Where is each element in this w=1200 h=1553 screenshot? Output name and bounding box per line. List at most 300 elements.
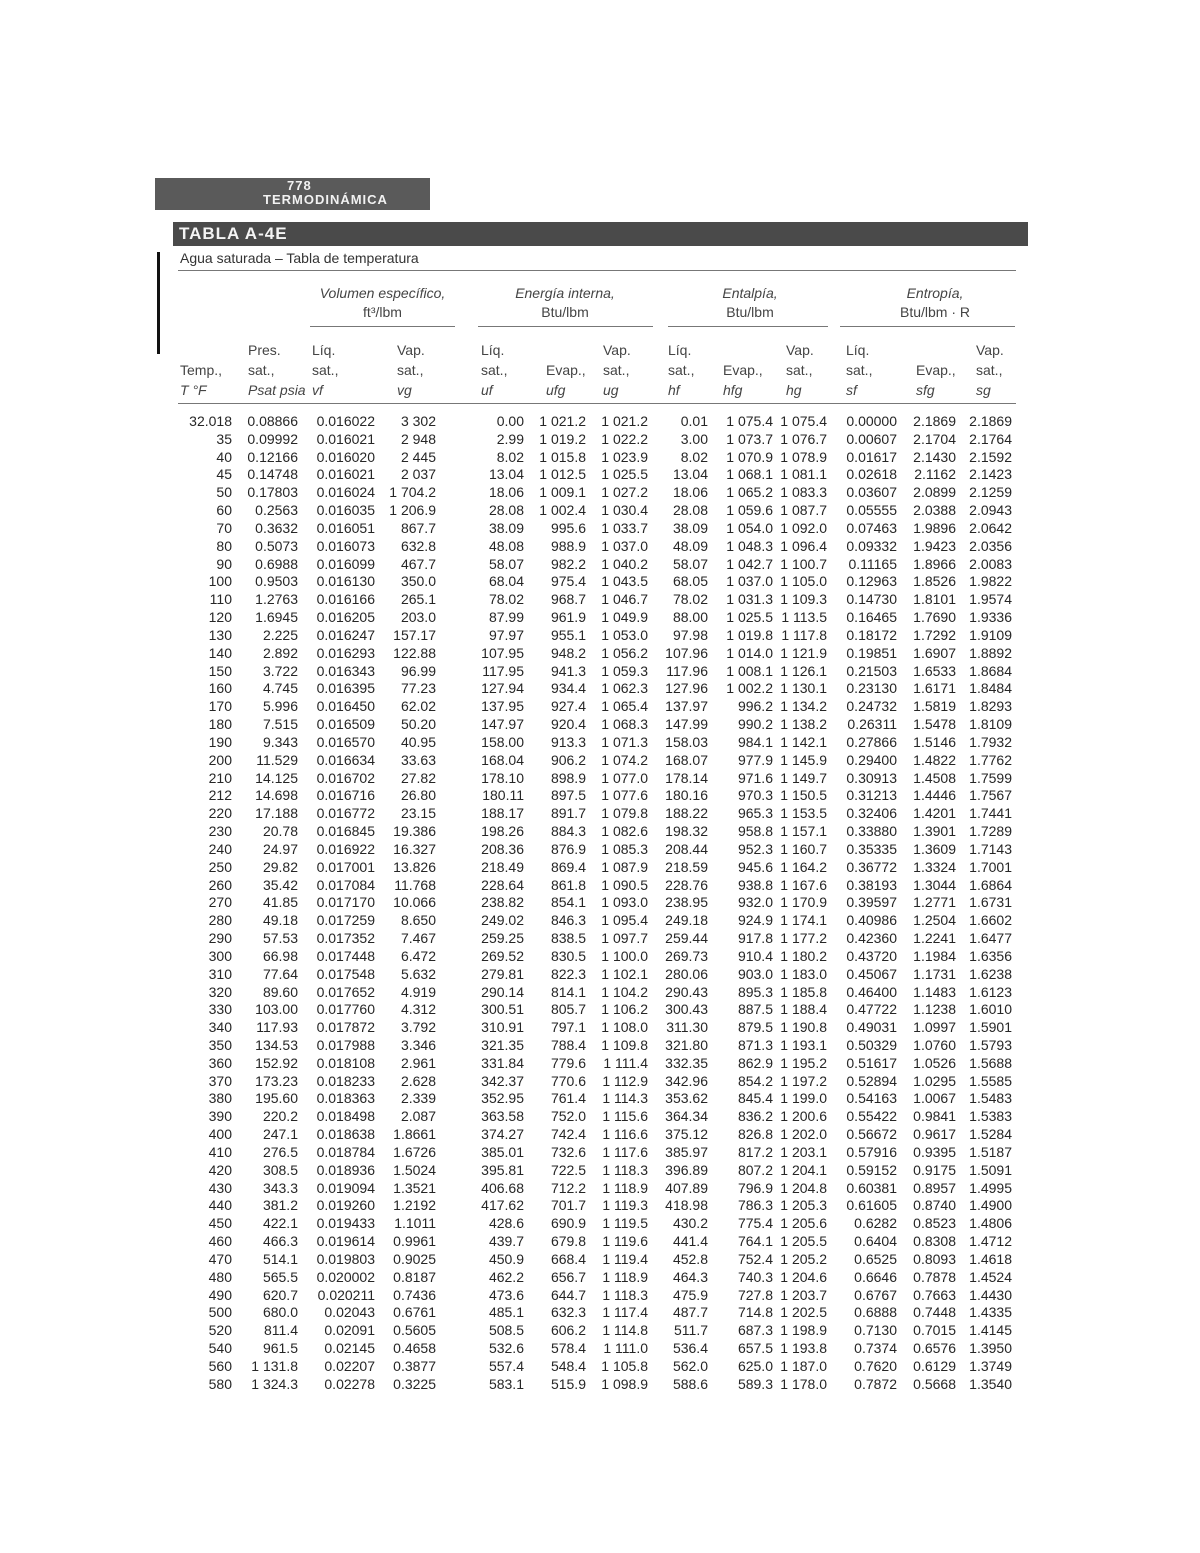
cell-temp: 430 <box>208 1179 232 1196</box>
cell-ug: 1 049.9 <box>601 609 648 626</box>
cell-press: 1.6945 <box>255 609 298 626</box>
cell-temp: 270 <box>208 894 232 911</box>
cell-ug: 1 106.2 <box>601 1001 648 1018</box>
cell-sf: 0.00607 <box>846 430 897 447</box>
cell-vf: 0.016099 <box>316 555 375 572</box>
cell-press: 20.78 <box>262 823 298 840</box>
table-row <box>170 1322 1020 1340</box>
cell-ug: 1 118.3 <box>602 1286 648 1303</box>
cell-temp: 420 <box>208 1161 232 1178</box>
cell-ug: 1 090.5 <box>601 876 648 893</box>
cell-uf: 0.00 <box>496 413 524 429</box>
cell-temp: 260 <box>208 876 232 893</box>
cell-hg: 1 204.6 <box>780 1268 827 1285</box>
cell-sfg: 1.3901 <box>913 823 956 840</box>
rule-volume <box>310 326 455 327</box>
cell-ufg: 913.3 <box>550 733 586 750</box>
table-row <box>170 1108 1020 1126</box>
cell-sg: 1.5585 <box>969 1072 1012 1089</box>
cell-sfg: 1.3324 <box>913 858 956 875</box>
cell-sg: 1.6477 <box>969 930 1012 947</box>
table-row <box>170 609 1020 627</box>
cell-vf: 0.016020 <box>316 448 375 465</box>
cell-hg: 1 203.1 <box>780 1143 827 1160</box>
cell-press: 4.745 <box>262 680 298 697</box>
cell-ug: 1 119.6 <box>602 1233 648 1250</box>
cell-ug: 1 023.9 <box>601 448 648 465</box>
cell-hf: 147.99 <box>665 716 708 733</box>
cell-sfg: 0.9395 <box>913 1143 956 1160</box>
cell-sg: 1.7441 <box>969 805 1012 822</box>
cell-press: 961.5 <box>262 1340 298 1357</box>
cell-sf: 0.6404 <box>854 1233 897 1250</box>
cell-sg: 1.6731 <box>969 894 1012 911</box>
cell-press: 0.6988 <box>255 555 298 572</box>
cell-ufg: 861.8 <box>550 876 586 893</box>
cell-hg: 1 185.8 <box>780 983 827 1000</box>
cell-press: 0.17803 <box>247 484 298 501</box>
cell-hg: 1 190.8 <box>780 1019 827 1036</box>
cell-vg: 0.3225 <box>393 1375 436 1392</box>
cell-sg: 1.7001 <box>969 858 1012 875</box>
cell-vg: 1.1011 <box>394 1215 436 1232</box>
cell-sfg: 1.8966 <box>913 555 956 572</box>
cell-vf: 0.017084 <box>316 876 375 893</box>
cell-sg: 1.7143 <box>969 840 1012 857</box>
cell-vg: 5.632 <box>400 965 436 982</box>
cell-sf: 0.42360 <box>846 930 897 947</box>
cell-hf: 332.35 <box>665 1054 708 1071</box>
cell-vg: 2 445 <box>400 448 436 465</box>
cell-hg: 1 087.7 <box>780 502 827 519</box>
cell-hfg: 1 054.0 <box>726 519 773 536</box>
cell-sf: 0.6767 <box>854 1286 897 1303</box>
cell-sf: 0.61605 <box>846 1197 897 1214</box>
cell-hg: 1 205.5 <box>780 1233 827 1250</box>
cell-ug: 1 104.2 <box>601 983 648 1000</box>
cell-vg: 2 037 <box>400 466 436 483</box>
cell-press: 195.60 <box>255 1090 298 1107</box>
cell-ufg: 1 015.8 <box>539 448 586 465</box>
cell-ug: 1 119.5 <box>602 1215 648 1232</box>
cell-sg: 1.3749 <box>969 1357 1012 1374</box>
col-header-press: Pres. sat., Psat psia <box>248 342 306 398</box>
cell-uf: 290.14 <box>481 983 524 1000</box>
cell-hf: 18.06 <box>672 484 708 501</box>
cell-sf: 0.29400 <box>846 751 897 768</box>
cell-sfg: 1.1238 <box>913 1001 956 1018</box>
cell-hfg: 996.2 <box>737 698 773 715</box>
cell-sg: 1.7599 <box>969 769 1012 786</box>
cell-hg: 1 174.1 <box>780 912 827 929</box>
cell-hf: 321.80 <box>665 1036 708 1053</box>
table-row <box>170 645 1020 663</box>
cell-hfg: 836.2 <box>737 1108 773 1125</box>
cell-temp: 500 <box>208 1304 232 1321</box>
cell-hf: 280.06 <box>665 965 708 982</box>
cell-sg: 1.7932 <box>969 733 1012 750</box>
cell-hf: 259.44 <box>665 930 708 947</box>
cell-sg: 2.0642 <box>969 519 1012 536</box>
cell-vf: 0.017170 <box>316 894 375 911</box>
cell-hfg: 657.5 <box>737 1340 773 1357</box>
cell-vg: 23.15 <box>400 805 436 822</box>
cell-hg: 1 205.3 <box>780 1197 827 1214</box>
cell-hfg: 879.5 <box>737 1019 773 1036</box>
cell-ug: 1 115.6 <box>602 1108 648 1125</box>
cell-vg: 3.792 <box>400 1019 436 1036</box>
cell-hfg: 740.3 <box>737 1268 773 1285</box>
cell-hf: 407.89 <box>665 1179 708 1196</box>
cell-uf: 218.49 <box>481 858 524 875</box>
cell-press: 152.92 <box>255 1054 298 1071</box>
cell-temp: 140 <box>208 644 232 661</box>
cell-ug: 1 119.3 <box>602 1197 648 1214</box>
cell-temp: 450 <box>208 1215 232 1232</box>
cell-vg: 6.472 <box>400 947 436 964</box>
cell-vf: 0.016395 <box>316 680 375 697</box>
col-header-vg: Vap. sat., vg <box>397 342 425 398</box>
cell-hg: 1 200.6 <box>780 1108 827 1125</box>
table-row <box>170 431 1020 449</box>
cell-sg: 2.0356 <box>969 537 1012 554</box>
cell-ug: 1 037.0 <box>601 537 648 554</box>
cell-ug: 1 111.4 <box>603 1054 648 1071</box>
cell-press: 35.42 <box>262 876 298 893</box>
cell-uf: 238.82 <box>481 894 524 911</box>
rule-entropy <box>840 326 1015 327</box>
group-energy: Energía interna, Btu/lbm <box>515 285 615 320</box>
cell-press: 0.5073 <box>255 537 298 554</box>
cell-sfg: 0.8093 <box>913 1250 956 1267</box>
cell-sf: 0.35335 <box>846 840 897 857</box>
cell-hf: 311.30 <box>666 1019 708 1036</box>
cell-uf: 78.02 <box>488 591 524 608</box>
cell-vf: 0.018784 <box>316 1143 375 1160</box>
cell-sfg: 0.7878 <box>913 1268 956 1285</box>
cell-sg: 2.1764 <box>969 430 1012 447</box>
cell-hg: 1 117.8 <box>781 626 827 643</box>
cell-vf: 0.019433 <box>316 1215 375 1232</box>
cell-uf: 117.95 <box>482 662 524 679</box>
cell-temp: 40 <box>216 448 232 465</box>
cell-vf: 0.017352 <box>316 930 375 947</box>
cell-ug: 1 053.0 <box>601 626 648 643</box>
col-header-uf: Líq. sat., uf <box>481 342 508 398</box>
cell-hg: 1 160.7 <box>780 840 827 857</box>
cell-press: 0.2563 <box>255 502 298 519</box>
cell-hg: 1 202.5 <box>780 1304 827 1321</box>
cell-press: 24.97 <box>262 840 298 857</box>
table-row <box>170 716 1020 734</box>
cell-sg: 1.8892 <box>969 644 1012 661</box>
cell-uf: 269.52 <box>481 947 524 964</box>
cell-hg: 1 202.0 <box>780 1126 827 1143</box>
cell-temp: 120 <box>208 609 232 626</box>
cell-ug: 1 116.6 <box>602 1126 648 1143</box>
cell-hg: 1 203.7 <box>780 1286 827 1303</box>
cell-sg: 1.4430 <box>969 1286 1012 1303</box>
cell-sfg: 1.2504 <box>913 912 956 929</box>
cell-hg: 1 130.1 <box>780 680 827 697</box>
cell-sfg: 1.8101 <box>913 591 956 608</box>
cell-hg: 1 198.9 <box>780 1322 827 1339</box>
cell-ufg: 897.5 <box>550 787 586 804</box>
group-volume: Volumen específico, ft³/lbm <box>319 285 446 320</box>
cell-sf: 0.46400 <box>846 983 897 1000</box>
cell-press: 173.23 <box>255 1072 298 1089</box>
cell-sfg: 1.5146 <box>913 733 956 750</box>
cell-hf: 208.44 <box>665 840 708 857</box>
cell-sf: 0.07463 <box>846 519 897 536</box>
table-row <box>170 823 1020 841</box>
cell-sfg: 1.3609 <box>913 840 956 857</box>
cell-hf: 562.0 <box>672 1357 708 1374</box>
cell-sg: 1.4145 <box>969 1322 1012 1339</box>
cell-vg: 0.5605 <box>393 1322 436 1339</box>
table-row <box>170 413 1020 431</box>
col-header-sg: Vap. sat., sg <box>976 342 1004 398</box>
top-rule <box>178 270 1016 271</box>
cell-sfg: 1.6171 <box>913 680 956 697</box>
header-rule <box>178 403 1016 404</box>
cell-sfg: 1.6533 <box>913 662 956 679</box>
cell-sf: 0.31213 <box>846 787 897 804</box>
cell-press: 308.5 <box>262 1161 298 1178</box>
cell-hfg: 971.6 <box>737 769 773 786</box>
cell-sg: 1.5901 <box>969 1019 1012 1036</box>
cell-press: 7.515 <box>262 716 298 733</box>
cell-hfg: 910.4 <box>737 947 773 964</box>
cell-press: 14.698 <box>255 787 298 804</box>
cell-ug: 1 056.2 <box>601 644 648 661</box>
cell-ufg: 968.7 <box>550 591 586 608</box>
table-row <box>170 1287 1020 1305</box>
cell-ug: 1 062.3 <box>601 680 648 697</box>
cell-sf: 0.32406 <box>846 805 897 822</box>
cell-sf: 0.40986 <box>846 912 897 929</box>
cell-hfg: 990.2 <box>737 716 773 733</box>
table-row <box>170 1340 1020 1358</box>
cell-hf: 3.00 <box>680 430 708 447</box>
cell-sf: 0.59152 <box>846 1161 897 1178</box>
cell-sf: 0.00000 <box>846 413 897 429</box>
col-header-hf: Líq. sat., hf <box>668 342 695 398</box>
cell-hfg: 625.0 <box>737 1357 773 1374</box>
cell-ug: 1 040.2 <box>601 555 648 572</box>
table-row <box>170 930 1020 948</box>
margin-mark <box>157 252 160 354</box>
cell-temp: 400 <box>208 1126 232 1143</box>
table-row <box>170 698 1020 716</box>
cell-hf: 385.97 <box>665 1143 708 1160</box>
cell-sg: 1.6602 <box>969 912 1012 929</box>
cell-vg: 350.0 <box>400 573 436 590</box>
cell-sfg: 0.7448 <box>913 1304 956 1321</box>
cell-hg: 1 187.0 <box>780 1357 827 1374</box>
cell-hfg: 752.4 <box>737 1250 773 1267</box>
cell-sf: 0.05555 <box>846 502 897 519</box>
cell-ufg: 752.0 <box>550 1108 586 1125</box>
cell-sfg: 1.2241 <box>913 930 956 947</box>
cell-sfg: 1.4446 <box>913 787 956 804</box>
cell-sfg: 0.7015 <box>913 1322 956 1339</box>
cell-sfg: 1.8526 <box>913 573 956 590</box>
cell-uf: 168.04 <box>481 751 524 768</box>
cell-hf: 375.12 <box>665 1126 708 1143</box>
cell-ug: 1 046.7 <box>601 591 648 608</box>
table-row <box>170 663 1020 681</box>
cell-sg: 1.7567 <box>969 787 1012 804</box>
cell-temp: 60 <box>216 502 232 519</box>
cell-sfg: 1.4822 <box>913 751 956 768</box>
cell-sf: 0.7374 <box>854 1340 897 1357</box>
cell-vf: 0.016021 <box>316 466 375 483</box>
cell-sg: 1.6356 <box>969 947 1012 964</box>
book-title: TERMODINÁMICA <box>263 192 388 207</box>
cell-vg: 11.768 <box>394 876 436 893</box>
cell-hf: 290.43 <box>665 983 708 1000</box>
table-label: TABLA A-4E <box>179 224 288 243</box>
cell-sg: 2.1259 <box>969 484 1012 501</box>
cell-ufg: 1 002.4 <box>539 502 586 519</box>
cell-temp: 320 <box>208 983 232 1000</box>
cell-uf: 583.1 <box>488 1375 524 1392</box>
cell-press: 41.85 <box>262 894 298 911</box>
cell-hf: 269.73 <box>665 947 708 964</box>
table-row <box>170 591 1020 609</box>
cell-vf: 0.02278 <box>324 1375 375 1392</box>
cell-ufg: 632.3 <box>550 1304 586 1321</box>
cell-sf: 0.7872 <box>854 1375 897 1392</box>
cell-hfg: 895.3 <box>737 983 773 1000</box>
cell-hf: 464.3 <box>672 1268 708 1285</box>
cell-sfg: 1.9896 <box>913 519 956 536</box>
cell-ug: 1 022.2 <box>601 430 648 447</box>
cell-sg: 1.5688 <box>969 1054 1012 1071</box>
cell-ug: 1 077.0 <box>601 769 648 786</box>
page-number: 778 <box>287 178 312 193</box>
cell-hf: 0.01 <box>680 413 708 429</box>
cell-press: 466.3 <box>262 1233 298 1250</box>
cell-hg: 1 197.2 <box>780 1072 827 1089</box>
cell-hf: 353.62 <box>665 1090 708 1107</box>
cell-ug: 1 097.7 <box>601 930 648 947</box>
cell-hg: 1 183.0 <box>780 965 827 982</box>
table-row <box>170 1162 1020 1180</box>
cell-hfg: 775.4 <box>737 1215 773 1232</box>
table-row <box>170 948 1020 966</box>
cell-temp: 80 <box>216 537 232 554</box>
cell-temp: 240 <box>208 840 232 857</box>
cell-press: 422.1 <box>262 1215 298 1232</box>
cell-uf: 188.17 <box>481 805 524 822</box>
cell-hg: 1 157.1 <box>780 823 827 840</box>
group-entropy: Entropía, Btu/lbm · R <box>899 285 970 320</box>
cell-vg: 3.346 <box>400 1036 436 1053</box>
cell-ufg: 668.4 <box>550 1250 586 1267</box>
cell-sfg: 2.1162 <box>914 466 956 483</box>
cell-uf: 68.04 <box>488 573 524 590</box>
cell-sf: 0.54163 <box>846 1090 897 1107</box>
cell-vf: 0.016702 <box>316 769 375 786</box>
cell-hg: 1 204.1 <box>780 1161 827 1178</box>
cell-temp: 110 <box>209 591 232 608</box>
cell-press: 811.4 <box>264 1322 298 1339</box>
cell-ufg: 920.4 <box>550 716 586 733</box>
cell-ufg: 988.9 <box>550 537 586 554</box>
cell-hfg: 1 042.7 <box>726 555 773 572</box>
cell-hfg: 952.3 <box>737 840 773 857</box>
cell-hfg: 714.8 <box>737 1304 773 1321</box>
cell-uf: 342.37 <box>481 1072 524 1089</box>
cell-vf: 0.016073 <box>316 537 375 554</box>
cell-hg: 1 195.2 <box>780 1054 827 1071</box>
cell-sfg: 1.9423 <box>913 537 956 554</box>
cell-ufg: 822.3 <box>550 965 586 982</box>
cell-sf: 0.11165 <box>848 555 897 572</box>
cell-uf: 417.62 <box>481 1197 524 1214</box>
cell-press: 117.93 <box>256 1019 298 1036</box>
table-row <box>170 466 1020 484</box>
cell-sg: 1.6010 <box>969 1001 1012 1018</box>
cell-hfg: 917.8 <box>737 930 773 947</box>
cell-sf: 0.03607 <box>846 484 897 501</box>
cell-vf: 0.017652 <box>316 983 375 1000</box>
cell-hfg: 796.9 <box>737 1179 773 1196</box>
cell-ufg: 656.7 <box>550 1268 586 1285</box>
cell-press: 17.188 <box>255 805 298 822</box>
cell-uf: 557.4 <box>488 1357 524 1374</box>
cell-ufg: 761.4 <box>550 1090 586 1107</box>
table-row <box>170 1215 1020 1233</box>
cell-hg: 1 205.6 <box>780 1215 827 1232</box>
cell-hg: 1 199.0 <box>780 1090 827 1107</box>
cell-temp: 32.018 <box>189 413 232 429</box>
cell-press: 247.1 <box>262 1126 298 1143</box>
table-row <box>170 1019 1020 1037</box>
cell-press: 14.125 <box>255 769 298 786</box>
cell-ufg: 906.2 <box>550 751 586 768</box>
cell-hfg: 1 059.6 <box>726 502 773 519</box>
table-row <box>170 984 1020 1002</box>
cell-vf: 0.016922 <box>316 840 375 857</box>
cell-hf: 441.4 <box>672 1233 708 1250</box>
cell-vg: 4.312 <box>400 1001 436 1018</box>
cell-hg: 1 138.2 <box>780 716 827 733</box>
cell-hg: 1 121.9 <box>780 644 827 661</box>
cell-vg: 0.3877 <box>393 1357 436 1374</box>
cell-sg: 1.3950 <box>969 1340 1012 1357</box>
cell-sf: 0.56672 <box>846 1126 897 1143</box>
cell-sg: 1.9822 <box>969 573 1012 590</box>
table-row <box>170 787 1020 805</box>
cell-vf: 0.017988 <box>316 1036 375 1053</box>
cell-sf: 0.14730 <box>846 591 897 608</box>
cell-sf: 0.26311 <box>847 716 897 733</box>
cell-vf: 0.016035 <box>316 502 375 519</box>
cell-temp: 90 <box>216 555 232 572</box>
cell-hg: 1 078.9 <box>780 448 827 465</box>
cell-uf: 363.58 <box>481 1108 524 1125</box>
cell-sg: 1.4618 <box>969 1250 1012 1267</box>
cell-temp: 390 <box>208 1108 232 1125</box>
cell-hf: 430.2 <box>672 1215 708 1232</box>
cell-hfg: 1 070.9 <box>726 448 773 465</box>
cell-ug: 1 118.9 <box>602 1179 648 1196</box>
table-row <box>170 1001 1020 1019</box>
cell-uf: 259.25 <box>481 930 524 947</box>
